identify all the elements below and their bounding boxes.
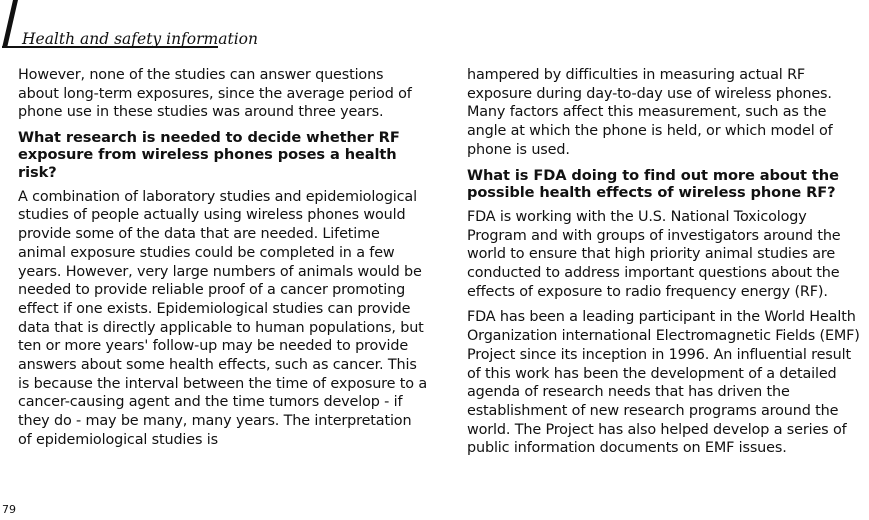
page-header: [0, 0, 869, 56]
header-slash-mark: [2, 0, 18, 48]
question-heading: What research is needed to decide whether RF exposure from wireless phones poses a health risk?: [18, 129, 400, 181]
section-title: Health and safety information: [22, 30, 258, 48]
page-number: 79: [2, 503, 16, 516]
question-heading: What is FDA doing to find out more about the possible health effects of wireless phone RF?: [467, 166, 839, 201]
paragraph: A combination of laboratory studies and epidemiological studies of people actually using wireless phones would provide some of the data that are needed. Lifetime animal exposure studies could be completed in a few years. However, very large numbers of animals would be needed to provide reliable proof of a cancer promoting effect if one exists. Epidemiological studies can provide data that is directly applicable to human populations, but ten or more years' follow-up may be needed to provide answers about some health effects, such as cancer. This is because the interval between the time of exposure to a cancer-causing agent and the time tumors develop - if they do - may be many, many years. The interpretation of epidemiological studies is: [18, 188, 427, 448]
paragraph: However, none of the studies can answer questions about long-term exposures, since the average period of phone use in these studies was around three years.: [18, 67, 412, 121]
right-column: [467, 66, 867, 465]
paragraph: hampered by difficulties in measuring actual RF exposure during day-to-day use of wireless phones. Many factors affect this measurement, such as the angle at which the phone is held, or which model of phone is used.: [467, 67, 833, 158]
paragraph: FDA has been a leading participant in the World Health Organization international Electromagnetic Fields (EMF) Project since its inception in 1996. An influential result of this work has been the development of a detailed agenda of research needs that has driven the establishment of new research programs around the world. The Project has also helped develop a series of public information documents on EMF issues.: [467, 309, 860, 457]
paragraph: FDA is working with the U.S. National Toxicology Program and with groups of investigators around the world to ensure that high priority animal studies are conducted to address important questions about the effects of exposure to radio frequency energy (RF).: [467, 208, 841, 300]
left-column: [18, 66, 428, 457]
